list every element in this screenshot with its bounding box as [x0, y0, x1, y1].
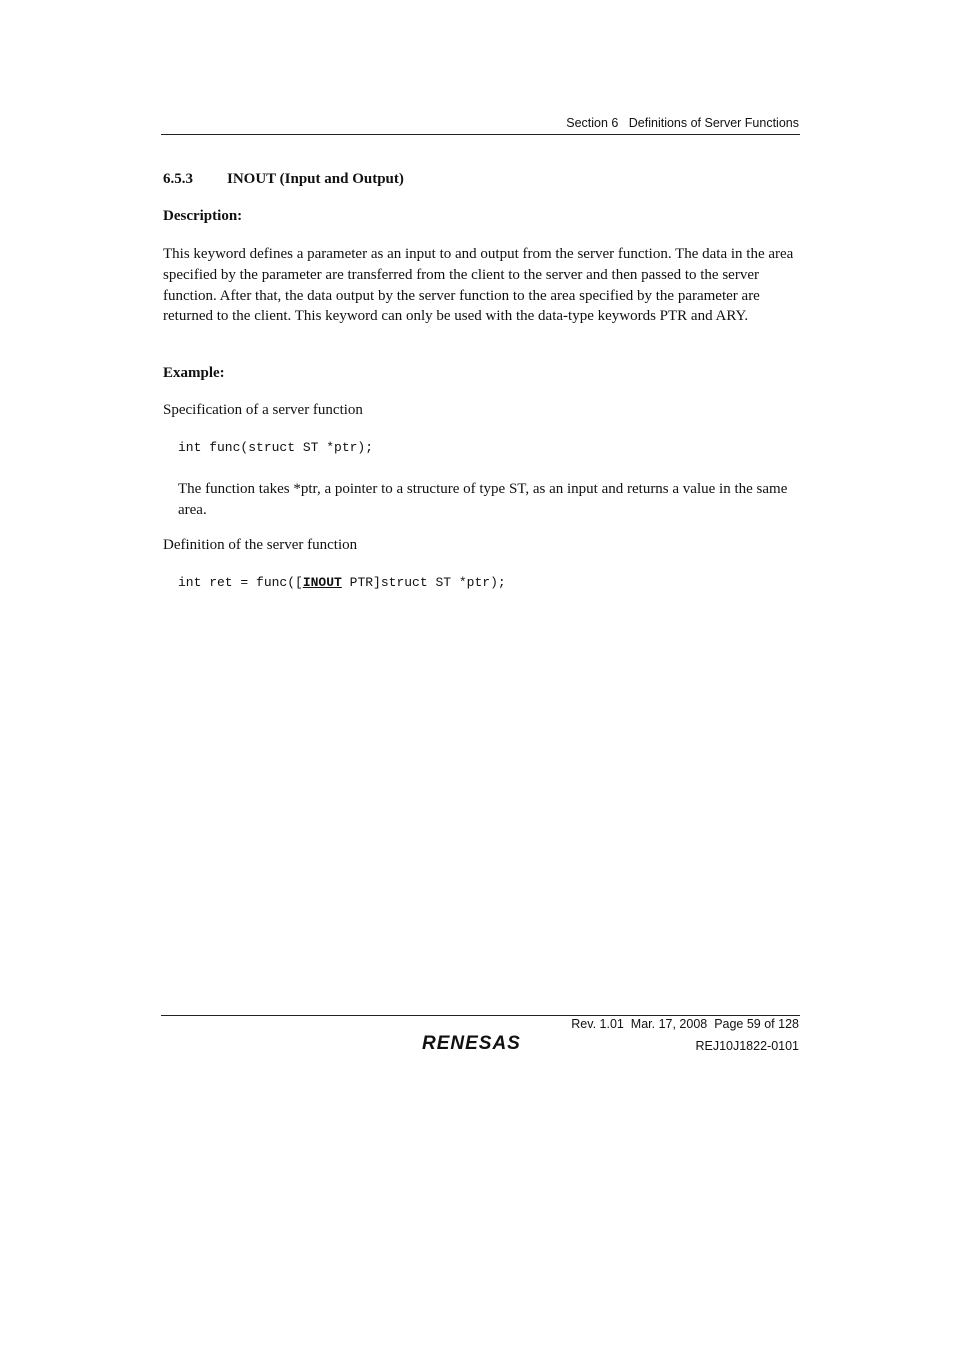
description-label: Description: [163, 208, 243, 224]
section-heading [163, 171, 404, 188]
definition-code-suffix: PTR]struct ST *ptr); [341, 575, 506, 590]
renesas-logo-text: RENESAS [422, 1033, 521, 1054]
definition-label: Definition of the server function [163, 537, 358, 553]
revision-info: Rev. 1.01 Mar. 17, 2008 Page 59 of 128 [571, 1017, 799, 1031]
footer-rule [161, 1015, 800, 1016]
inout-keyword: INOUT [302, 575, 342, 590]
section-number: 6.5.3 [163, 171, 193, 187]
specification-code: int func(struct ST *ptr); [178, 440, 374, 455]
section-title: INOUT (Input and Output) [227, 171, 404, 187]
running-header: Section 6 Definitions of Server Functions [566, 116, 799, 130]
definition-code-prefix: int ret = func([ [178, 575, 303, 590]
description-paragraph: This keyword defines a parameter as an input to and output from the server function. The data in the area specified by the parameter are transferred from the client to the server and then passed to the server function. After that, the data output by the server function to the area specified by the parameter are returned to the client. This keyword can only be used with the data-type keywords PTR and ARY. [163, 246, 794, 325]
definition-code [178, 575, 506, 590]
specification-label: Specification of a server function [163, 402, 363, 418]
header-rule [161, 134, 800, 135]
document-number: REJ10J1822-0101 [695, 1039, 799, 1053]
explanation-paragraph: The function takes *ptr, a pointer to a structure of type ST, as an input and returns a value in the same area. [178, 481, 788, 518]
renesas-logo [420, 1030, 544, 1054]
example-label: Example: [163, 365, 225, 381]
